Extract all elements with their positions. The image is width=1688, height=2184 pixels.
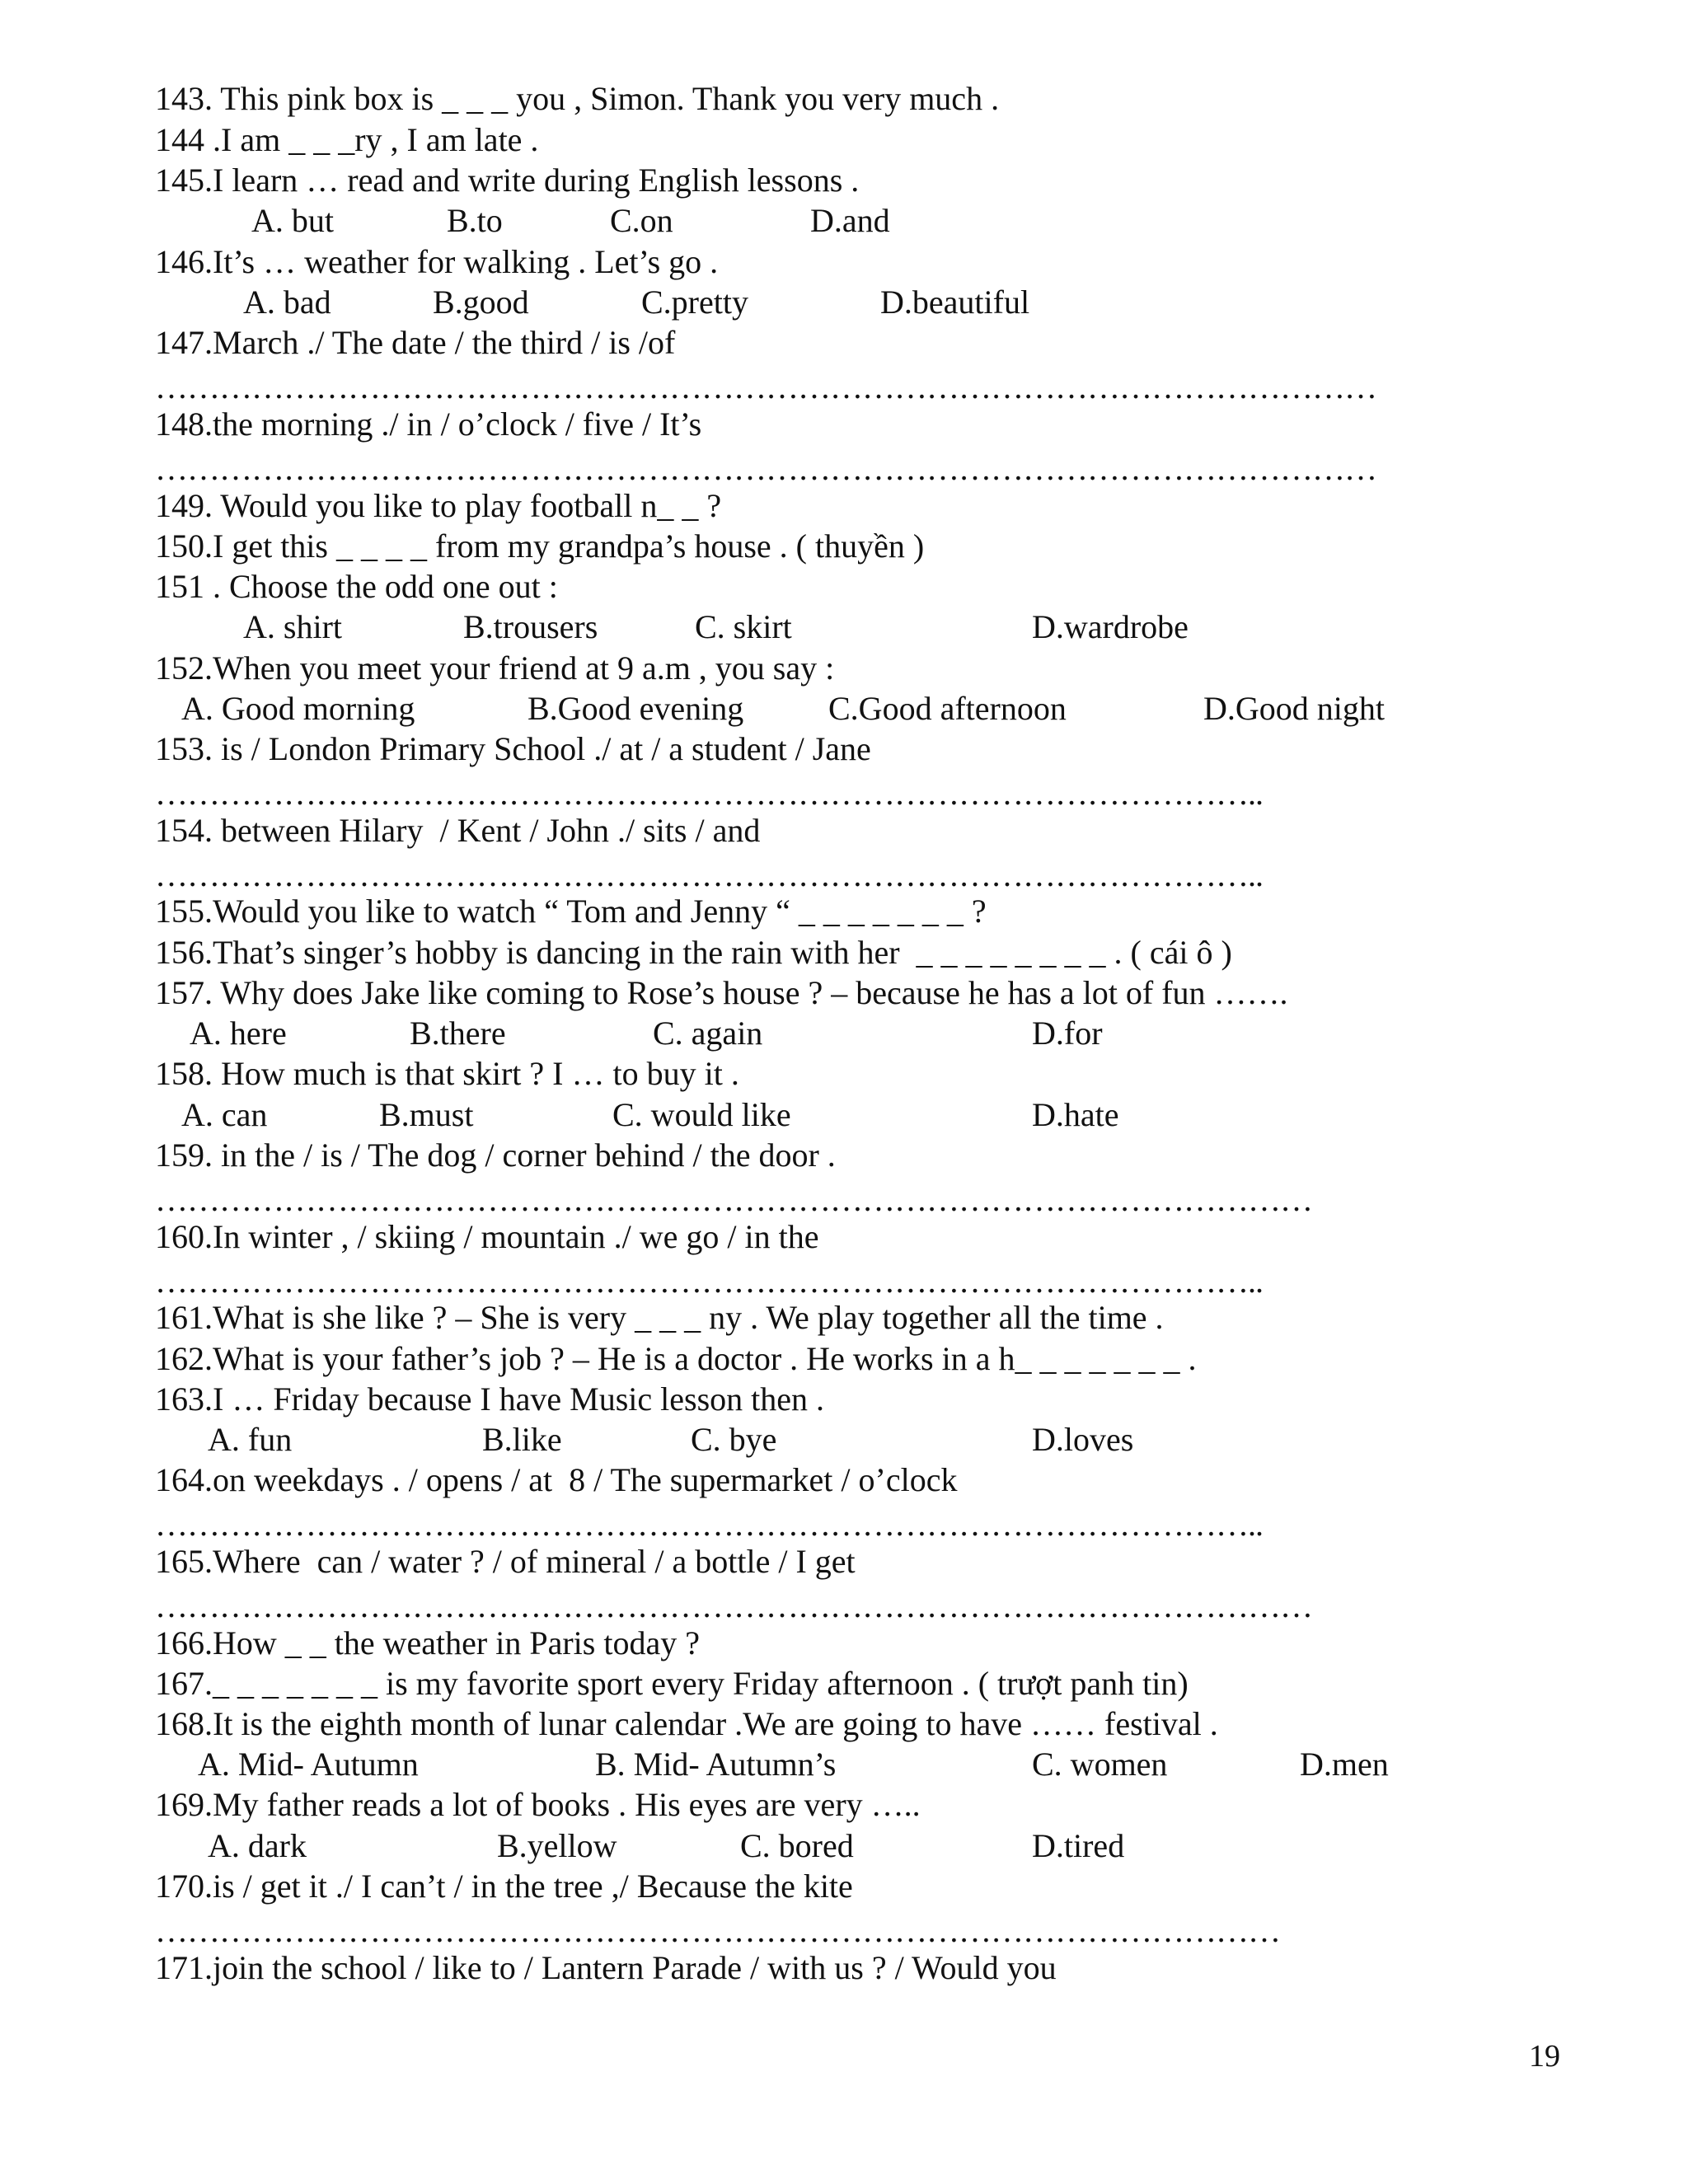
question-145: 145.I learn … read and write during English lessons . (155, 162, 860, 199)
question-170: 170.is / get it ./ I can’t / in the tree ,/ Because the kite (155, 1868, 853, 1905)
question-160: 160.In winter , / skiing / mountain ./ we go / in the (155, 1218, 819, 1255)
answer-line-170: …………………………………………………………………………………………… (155, 1912, 1280, 1949)
q163-option-d: D.loves (1032, 1421, 1134, 1458)
q169-option-c: C. bored (740, 1827, 854, 1864)
q158-option-d: D.hate (1032, 1096, 1119, 1133)
page-number: 19 (1529, 2039, 1560, 2074)
q151-option-c: C. skirt (695, 608, 792, 645)
q163-option-a: A. fun (208, 1421, 293, 1458)
q158-option-c: C. would like (612, 1096, 791, 1133)
q163-option-b: B.like (482, 1421, 562, 1458)
question-143: 143. This pink box is _ _ _ you , Simon. Thank you very much . (155, 80, 1000, 117)
question-165: 165.Where can / water ? / of mineral / a bottle / I get (155, 1543, 856, 1580)
question-157: 157. Why does Jake like coming to Rose’s house ? – because he has a lot of fun ……. (155, 974, 1288, 1011)
answer-line-165: ……………………………………………………………………………………………… (155, 1587, 1312, 1624)
q168-option-c: C. women (1032, 1746, 1168, 1783)
question-151: 151 . Choose the odd one out : (155, 568, 558, 605)
q158-option-b: B.must (379, 1096, 474, 1133)
answer-line-164: ………………………………………………………………………………………….. (155, 1506, 1263, 1543)
question-147: 147.March ./ The date / the third / is /of (155, 324, 676, 361)
q169-option-a: A. dark (208, 1827, 307, 1864)
q145-option-c: C.on (610, 202, 673, 239)
q157-option-b: B.there (410, 1015, 506, 1052)
answer-line-159: ……………………………………………………………………………………………… (155, 1181, 1312, 1218)
q146-option-a: A. bad (243, 284, 331, 321)
q169-option-d: D.tired (1032, 1827, 1125, 1864)
q157-option-a: A. here (190, 1015, 287, 1052)
question-154: 154. between Hilary / Kent / John ./ sits / and (155, 812, 761, 849)
q168-option-b: B. Mid- Autumn’s (595, 1746, 837, 1783)
q146-option-c: C.pretty (641, 284, 748, 321)
question-167: 167._ _ _ _ _ _ _ is my favorite sport every Friday afternoon . ( trượt panh tin) (155, 1665, 1189, 1702)
q152-option-c: C.Good afternoon (828, 690, 1067, 727)
question-149: 149. Would you like to play football n_ _ ? (155, 487, 722, 524)
answer-line-154: ………………………………………………………………………………………….. (155, 856, 1263, 893)
question-158: 158. How much is that skirt ? I … to buy it . (155, 1055, 739, 1092)
q169-option-b: B.yellow (497, 1827, 617, 1864)
question-156: 156.That’s singer’s hobby is dancing in the rain with her _ _ _ _ _ _ _ _ . ( cái ô ) (155, 934, 1232, 971)
q168-option-d: D.men (1300, 1746, 1389, 1783)
question-152: 152.When you meet your friend at 9 a.m , you say : (155, 649, 835, 687)
question-155: 155.Would you like to watch “ Tom and Jenny “ _ _ _ _ _ _ _ ? (155, 893, 987, 930)
answer-line-148: …………………………………………………………………………………………………… (155, 450, 1376, 487)
q157-option-c: C. again (653, 1015, 763, 1052)
question-150: 150.I get this _ _ _ _ from my grandpa’s house . ( thuyền ) (155, 527, 925, 565)
q146-option-d: D.beautiful (880, 284, 1030, 321)
question-146: 146.It’s … weather for walking . Let’s go . (155, 243, 719, 280)
q157-option-d: D.for (1032, 1015, 1103, 1052)
q158-option-a: A. can (181, 1096, 268, 1133)
q146-option-b: B.good (433, 284, 529, 321)
q151-option-b: B.trousers (463, 608, 598, 645)
q163-option-c: C. bye (691, 1421, 777, 1458)
q152-option-b: B.Good evening (528, 690, 744, 727)
answer-line-147: …………………………………………………………………………………………………… (155, 368, 1376, 405)
question-163: 163.I … Friday because I have Music lesson then . (155, 1380, 825, 1418)
question-159: 159. in the / is / The dog / corner behind / the door . (155, 1137, 836, 1174)
question-166: 166.How _ _ the weather in Paris today ? (155, 1624, 700, 1661)
question-153: 153. is / London Primary School ./ at / a student / Jane (155, 730, 871, 767)
q145-option-a: A. but (251, 202, 334, 239)
q151-option-d: D.wardrobe (1032, 608, 1189, 645)
question-171: 171.join the school / like to / Lantern Parade / with us ? / Would you (155, 1949, 1057, 1986)
q145-option-d: D.and (810, 202, 890, 239)
q168-option-a: A. Mid- Autumn (198, 1746, 419, 1783)
question-161: 161.What is she like ? – She is very _ _ _ ny . We play together all the time . (155, 1299, 1164, 1336)
question-144: 144 .I am _ _ _ry , I am late . (155, 121, 539, 158)
q145-option-b: B.to (447, 202, 503, 239)
answer-line-153: ………………………………………………………………………………………….. (155, 775, 1263, 812)
question-148: 148.the morning ./ in / o’clock / five / It’s (155, 405, 702, 443)
q152-option-a: A. Good morning (181, 690, 415, 727)
question-164: 164.on weekdays . / opens / at 8 / The supermarket / o’clock (155, 1461, 958, 1498)
q151-option-a: A. shirt (243, 608, 342, 645)
question-168: 168.It is the eighth month of lunar calendar .We are going to have …… festival . (155, 1705, 1218, 1742)
question-169: 169.My father reads a lot of books . His eyes are very ….. (155, 1786, 921, 1823)
answer-line-160: ………………………………………………………………………………………….. (155, 1263, 1263, 1300)
question-162: 162.What is your father’s job ? – He is a doctor . He works in a h_ _ _ _ _ _ _ . (155, 1340, 1197, 1377)
q152-option-d: D.Good night (1203, 690, 1385, 727)
